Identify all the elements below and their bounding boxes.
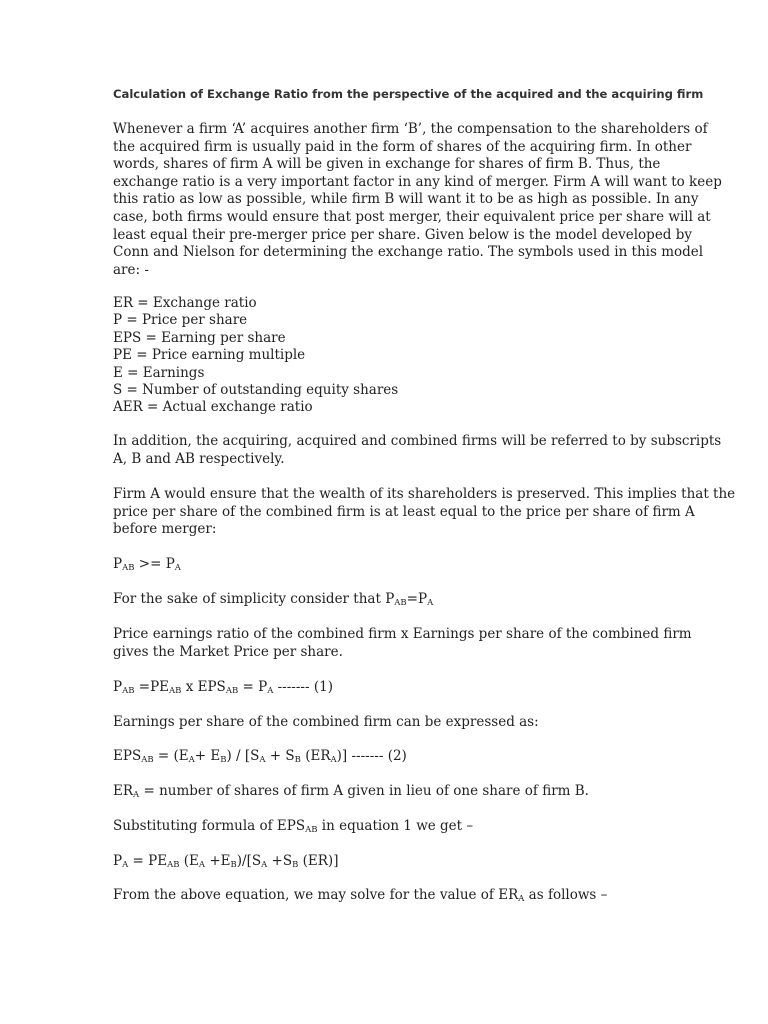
text-line: exchange ratio is a very important factor in any kind of merger. Firm A will want to keep [113, 173, 722, 190]
subscripts-paragraph [113, 433, 721, 468]
definition-item: AER = Actual exchange ratio [113, 399, 313, 416]
text-line: Price earnings ratio of the combined firm x Earnings per share of the combined firm [113, 626, 692, 642]
definition-item: P = Price per share [113, 312, 248, 329]
simplicity-line: For the sake of simplicity consider that $P_{AB}=P_A$ [113, 591, 434, 608]
text-line: before merger: [113, 521, 217, 538]
text-line: this ratio as low as possible, while firm B will want it to be as high as possible. In any [113, 191, 699, 208]
text-line: Whenever a firm ‘A’ acquires another firm ‘B’, the compensation to the shareholders of [113, 121, 708, 137]
eps-intro-line: Earnings per share of the combined firm can be expressed as: [113, 714, 539, 730]
symbol-definitions [113, 295, 398, 417]
inequality-equation: $P_{AB} >= P_A$ [113, 556, 181, 573]
definition-item: ER = Exchange ratio [113, 295, 257, 311]
equation-2: $EPS_{AB} = (E_A+ E_B) / [S_A + S_B$ $(ER_A)$] ------- (2) [113, 748, 407, 765]
text-line: Firm A would ensure that the wealth of its shareholders is preserved. This implies that the [113, 486, 736, 502]
equation-1: $P_{AB} =PE_{AB}$ x $EPS_{AB} = P_A$ ------- (1) [113, 679, 333, 696]
text-line: are: - [113, 261, 149, 278]
text-line: In addition, the acquiring, acquired and combined firms will be referred to by subscripts [113, 433, 722, 449]
er-definition-line: $ER_A$ = number of shares of firm A given in lieu of one share of firm B. [113, 783, 589, 800]
text-line: Conn and Nielson for determining the exchange ratio. The symbols used in this model [113, 244, 704, 261]
text-line: words, shares of firm A will be given in exchange for shares of firm B. Thus, the [113, 156, 661, 173]
equation-3: $P_A = PE_{AB}$ $(E_A +E_B)/[S_A +S_B$ (ER)] [113, 853, 339, 870]
intro-paragraph [113, 121, 722, 279]
pe-paragraph [113, 626, 692, 661]
solve-line: From the above equation, we may solve for the value of $ER_A$ as follows – [113, 887, 608, 904]
definition-item: PE = Price earning multiple [113, 347, 306, 364]
definition-item: E = Earnings [113, 364, 205, 381]
text-line: A, B and AB respectively. [113, 450, 285, 467]
text-line: case, both firms would ensure that post merger, their equivalent price per share will at [113, 208, 711, 225]
document-title: Calculation of Exchange Ratio from the perspective of the acquired and the acquiring firm [113, 87, 704, 101]
wealth-paragraph [113, 486, 735, 539]
text-line: price per share of the combined firm is at least equal to the price per share of firm A [113, 503, 695, 520]
text-line: gives the Market Price per share. [113, 643, 343, 660]
definition-item: S = Number of outstanding equity shares [113, 382, 399, 399]
definition-item: EPS = Earning per share [113, 329, 286, 346]
text-line: the acquired firm is usually paid in the form of shares of the acquiring firm. In other [113, 138, 692, 155]
substituting-line: Substituting formula of $EPS_{AB}$ in equation 1 we get – [113, 818, 474, 835]
text-line: least equal their pre-merger price per share. Given below is the model developed by [113, 226, 693, 243]
